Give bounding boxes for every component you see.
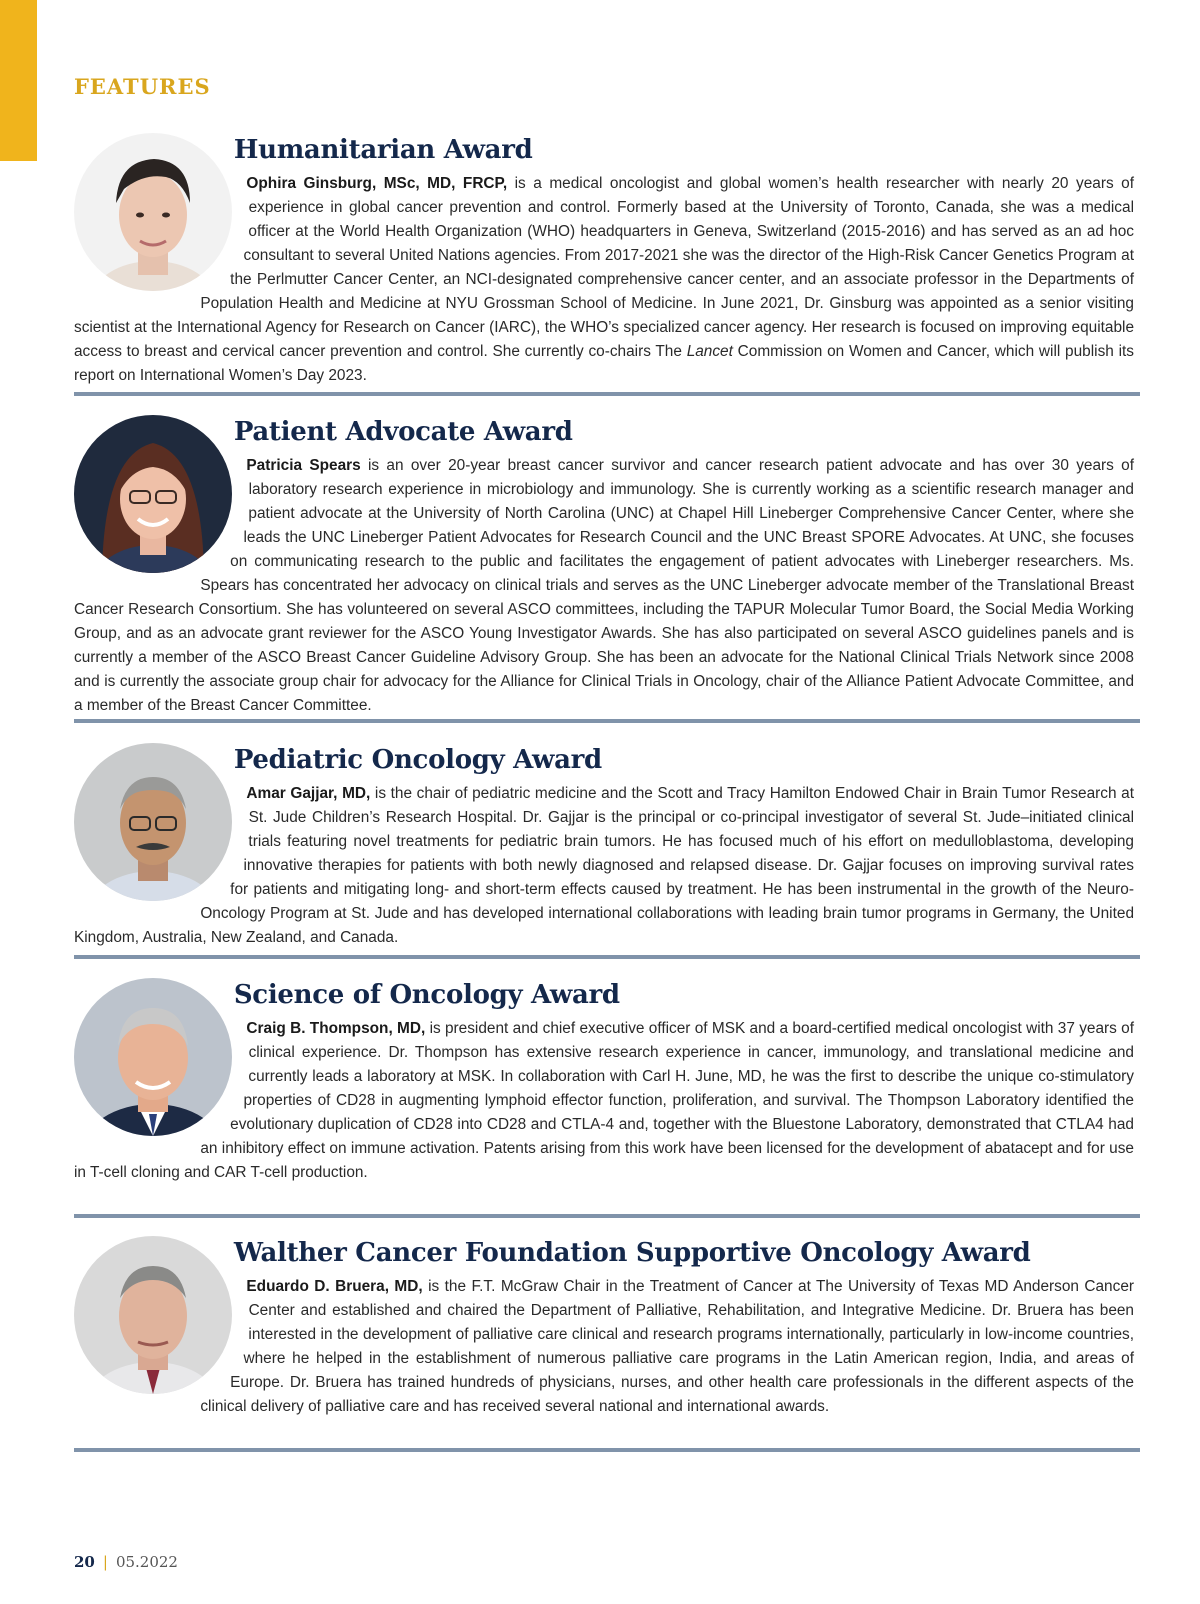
award-pediatric-oncology	[74, 743, 1134, 950]
divider	[74, 955, 1140, 959]
recipient-name: Amar Gajjar, MD,	[246, 785, 371, 802]
bio-text: is the chair of pediatric medicine and the Scott and Tracy Hamilton Endowed Chair in Brain Tumor Research at St. Jude Children’s Research Hospital. Dr. Gajjar is the principal or co-principal investigator of several St. Jude–initiated clinical trials featuring novel treatments for pediatric brain tumors. He has focused much of his effort on medulloblastoma, developing innovative therapies for patients with both newly diagnosed and relapsed disease. Dr. Gajjar focuses on improving survival rates for patients and mitigating long- and short-term effects caused by treatment. He has been instrumental in the growth of the Neuro-Oncology Program at St. Jude and has developed international collaborations with leading brain tumor programs in Germany, the United Kingdom, Australia, New Zealand, and Canada.	[74, 785, 1134, 946]
award-title: Science of Oncology Award	[233, 980, 620, 1010]
issue-date: 05.2022	[115, 1553, 178, 1571]
bio-text: is president and chief executive officer of MSK and a board-certified medical oncologist with 37 years of clinical experience. Dr. Thompson has extensive research experience in cancer, immunology, and translational medicine and currently leads a laboratory at MSK. In collaboration with Carl H. June, MD, he was the first to describe the unique co-stimulatory properties of CD28 in augmenting lymphoid effector function, proliferation, and survival. The Thompson Laboratory identified the evolutionary duplication of CD28 into CD28 and CTLA-4 and, together with the Bluestone Laboratory, demonstrated that CTLA4 had an inhibitory effect on immune activation. Patents arising from this work have been licensed for the development of abatacept and for use in T-cell cloning and CAR T-cell production.	[74, 1020, 1134, 1181]
recipient-name: Ophira Ginsburg, MSc, MD, FRCP,	[246, 175, 508, 192]
accent-bar	[0, 0, 37, 161]
portrait-photo	[74, 415, 232, 573]
award-bio	[74, 782, 1134, 950]
footer-separator: |	[102, 1553, 108, 1571]
award-science-of-oncology	[74, 978, 1134, 1185]
award-bio	[74, 1017, 1134, 1185]
portrait-photo	[74, 743, 232, 901]
page-footer	[74, 1553, 178, 1571]
divider	[74, 1448, 1140, 1452]
bio-text: is the F.T. McGraw Chair in the Treatment of Cancer at The University of Texas MD Anderson Cancer Center and established and chaired the Department of Palliative, Rehabilitation, and Integrative Medicine. Dr. Bruera has been interested in the development of palliative care clinical and research programs internationally, particularly in low-income countries, where he helped in the establishment of numerous palliative care programs in the Latin American region, India, and areas of Europe. Dr. Bruera has trained hundreds of physicians, nurses, and other health care professionals in the different aspects of the clinical delivery of palliative care and has received several national and international awards.	[200, 1278, 1135, 1415]
bio-text: is an over 20-year breast cancer survivor and cancer research patient advocate and has over 30 years of laboratory research experience in microbiology and immunology. She is currently working as a scientific research manager and patient advocate at the University of North Carolina (UNC) at Chapel Hill Lineberger Comprehensive Cancer Center, where she leads the UNC Lineberger Patient Advocates for Research Council and the UNC Breast SPORE Advocates. At UNC, she focuses on communicating research to the public and facilitates the engagement of patient advocates with Lineberger researchers. Ms. Spears has concentrated her advocacy on clinical trials and serves as the UNC Lineberger advocate member of the Translational Breast Cancer Research Consortium. She has volunteered on several ASCO committees, including the TAPUR Molecular Tumor Board, the Social Media Working Group, and as an advocate grant reviewer for the ASCO Young Investigator Awards. She has also participated on several ASCO guidelines panels and is currently a member of the ASCO Breast Cancer Guideline Advisory Group. She has been an advocate for the National Clinical Trials Network since 2008 and is currently the associate group chair for advocacy for the Alliance for Clinical Trials in Oncology, chair of the Alliance Patient Advocate Committee, and a member of the Breast Cancer Committee.	[74, 457, 1134, 714]
section-label: FEATURES	[74, 74, 211, 99]
bio-text-end: Commission on Women and Cancer, which will publish its report on International Women’s Day 2023.	[74, 343, 1134, 384]
award-supportive-oncology	[74, 1236, 1134, 1419]
portrait-photo	[74, 978, 232, 1136]
award-humanitarian	[74, 133, 1134, 388]
award-title: Humanitarian Award	[233, 135, 533, 165]
award-title: Patient Advocate Award	[233, 417, 573, 447]
divider	[74, 1214, 1140, 1218]
recipient-name: Craig B. Thompson, MD,	[246, 1020, 426, 1037]
bio-italic-text: Lancet	[686, 343, 733, 360]
award-bio	[74, 1275, 1134, 1419]
bio-text: is a medical oncologist and global women’s health researcher with nearly 20 years of experience in global cancer prevention and control. Formerly based at the University of Toronto, Canada, she was a medical officer at the World Health Organization (WHO) headquarters in Geneva, Switzerland (2015-2016) and has served as an ad hoc consultant to several United Nations agencies. From 2017-2021 she was the director of the High-Risk Cancer Genetics Program at the Perlmutter Cancer Center, an NCI-designated comprehensive cancer center, and an associate professor in the Departments of Population Health and Medicine at NYU Grossman School of Medicine. In June 2021, Dr. Ginsburg was appointed as a senior visiting scientist at the International Agency for Research on Cancer (IARC), the WHO’s specialized cancer agency. Her research is focused on improving equitable access to breast and cervical cancer prevention and control. She currently co-chairs The	[74, 175, 1134, 360]
recipient-name: Eduardo D. Bruera, MD,	[246, 1278, 423, 1295]
recipient-name: Patricia Spears	[246, 457, 361, 474]
divider	[74, 719, 1140, 723]
portrait-photo	[74, 133, 232, 291]
divider	[74, 392, 1140, 396]
award-bio	[74, 454, 1134, 718]
award-bio	[74, 172, 1134, 388]
award-title: Pediatric Oncology Award	[233, 745, 602, 775]
award-title: Walther Cancer Foundation Supportive Oncology Award	[233, 1238, 1031, 1268]
portrait-photo	[74, 1236, 232, 1394]
page-number: 20	[74, 1553, 95, 1571]
award-patient-advocate	[74, 415, 1134, 718]
